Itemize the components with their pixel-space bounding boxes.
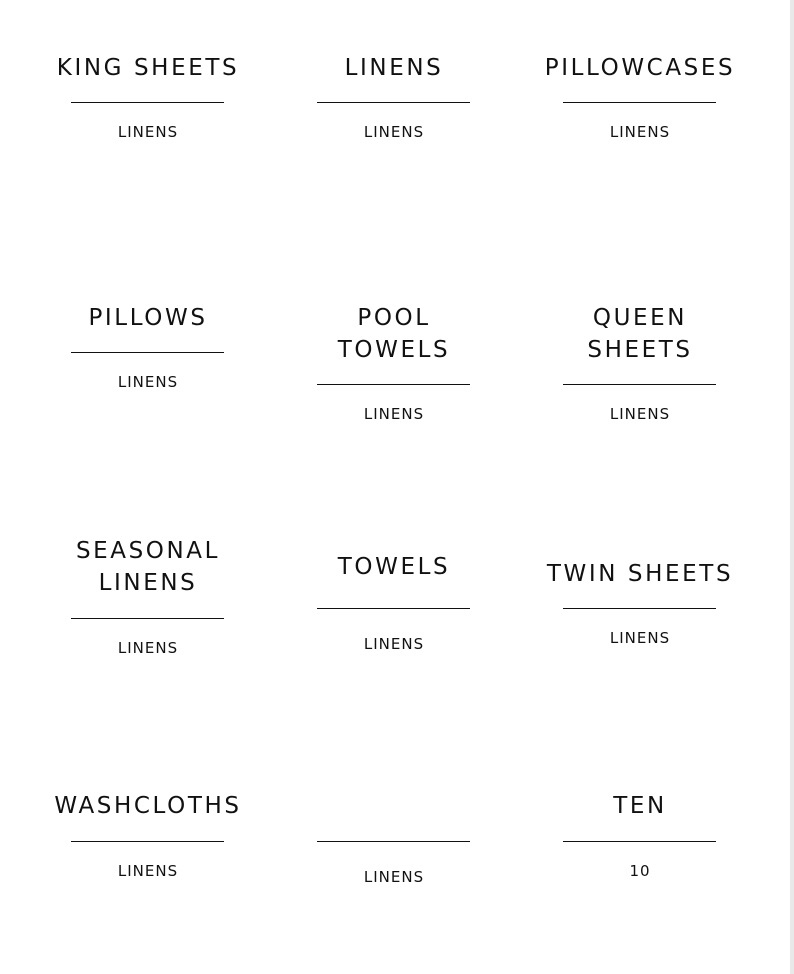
label-subtitle: LINENS xyxy=(363,868,425,886)
label-divider xyxy=(71,352,224,353)
label-title: PILLOWS xyxy=(88,305,208,331)
label-subtitle: LINENS xyxy=(609,405,671,423)
label-divider xyxy=(563,384,716,385)
label-pillows xyxy=(25,300,271,450)
label-divider xyxy=(317,384,470,385)
label-queen-sheets xyxy=(517,300,763,450)
label-ten xyxy=(517,789,763,939)
label-subtitle: LINENS xyxy=(363,123,425,141)
label-title: TWIN SHEETS xyxy=(546,561,734,587)
label-divider xyxy=(71,841,224,842)
label-subtitle: LINENS xyxy=(117,862,179,880)
label-subtitle: LINENS xyxy=(609,123,671,141)
label-title: TOWELS xyxy=(337,554,451,580)
label-pillowcases xyxy=(517,50,763,200)
label-subtitle: LINENS xyxy=(609,629,671,647)
label-subtitle: LINENS xyxy=(117,123,179,141)
label-seasonal-linens xyxy=(25,534,271,684)
label-towels xyxy=(271,550,517,700)
label-divider xyxy=(71,102,224,103)
label-washcloths xyxy=(25,789,271,939)
label-title: KING SHEETS xyxy=(56,55,240,81)
label-divider xyxy=(317,841,470,842)
label-divider xyxy=(563,841,716,842)
label-blank xyxy=(271,789,517,939)
page-edge xyxy=(790,0,794,974)
label-twin-sheets xyxy=(517,556,763,706)
label-title: QUEEN SHEETS xyxy=(587,305,693,363)
label-pool-towels xyxy=(271,300,517,450)
label-subtitle: LINENS xyxy=(363,405,425,423)
label-title: SEASONAL LINENS xyxy=(75,538,221,596)
label-subtitle: LINENS xyxy=(117,373,179,391)
label-divider xyxy=(563,102,716,103)
label-title: PILLOWCASES xyxy=(544,55,736,81)
label-title: LINENS xyxy=(344,55,444,81)
label-title: TEN xyxy=(613,793,667,819)
label-title: WASHCLOTHS xyxy=(54,793,242,819)
label-divider xyxy=(563,608,716,609)
label-divider xyxy=(71,618,224,619)
label-title: POOL TOWELS xyxy=(337,305,451,363)
label-divider xyxy=(317,608,470,609)
label-linens xyxy=(271,50,517,200)
label-divider xyxy=(317,102,470,103)
label-subtitle: LINENS xyxy=(363,635,425,653)
label-king-sheets xyxy=(25,50,271,200)
label-subtitle: LINENS xyxy=(117,639,179,657)
label-subtitle: 10 xyxy=(629,862,651,880)
